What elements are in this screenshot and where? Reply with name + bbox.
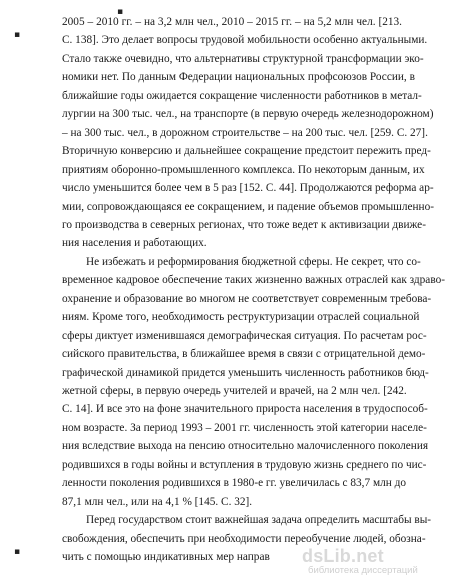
text-line: временное кадровое обеспечение таких жизненно важных отраслей как здраво-: [62, 274, 445, 287]
text-line: 87,1 млн чел., или на 4,1 % [145. С. 32].: [62, 495, 253, 508]
watermark-subtitle: библиотека диссертаций: [308, 565, 418, 576]
text-line: свобождения, обеспечить при необходимости переобучение людей, обозна-: [62, 532, 426, 545]
scan-mark-left: ▪: [14, 30, 21, 40]
text-line: С. 138]. Это делает вопросы трудовой мобильности особенно актуальными.: [62, 34, 428, 47]
watermark: [302, 542, 442, 576]
text-line: ном возрасте. За период 1993 – 2001 гг. численность этой категории населе-: [62, 421, 427, 434]
text-line: сферы диктует изменившаяся демографическая ситуация. По расчетам рос-: [62, 329, 427, 342]
text-line: ближайшие годы ожидается сокращение численности работников в метал-: [62, 89, 422, 102]
text-line: приятиям оборонно-промышленного комплекса. По некоторым данным, их: [62, 163, 425, 176]
text-line: охранение и образование во многом не соответствует современным требова-: [62, 292, 432, 305]
text-line: сийского правительства, в ближайшее время в связи с отрицательной демо-: [62, 348, 426, 361]
scan-mark-top: ▪: [117, 7, 124, 17]
text-line: 2005 – 2010 гг. – на 3,2 млн чел., 2010 – 2015 гг. – на 5,2 млн чел. [213.: [62, 16, 402, 28]
text-line: мии, сопровождающаяся ее сокращением, и падение объемов промышленно-: [62, 200, 435, 213]
text-line: С. 14]. И все это на фоне значительного прироста населения в трудоспособ-: [62, 403, 428, 416]
paragraph-first-line: Не избежать и реформирования бюджетной сферы. Не секрет, что со-: [86, 255, 421, 268]
text-line: – на 300 тыс. чел., в дорожном строительстве – на 200 тыс. чел. [259. С. 27].: [62, 126, 428, 139]
text-line: число уменьшится более чем в 5 раз [152. С. 44]. Продолжаются реформа ар-: [62, 182, 434, 194]
text-line: Вторичную конверсию и дальнейшее сокращение предстоит пережить пред-: [62, 145, 431, 158]
text-line: лургии на 300 тыс. чел., на транспорте (в первую очередь железнодорожном): [62, 108, 434, 121]
text-line: жетной сферы, в первую очередь учителей и врачей, на 2 млн чел. [242.: [62, 385, 407, 397]
text-line: родившихся в годы войны и вступления в трудовую жизнь среднего по чис-: [62, 458, 427, 471]
scan-mark-bottom: ▪: [14, 547, 21, 557]
text-line: ния населения и работающих.: [62, 237, 207, 250]
text-line: графической динамикой придется уменьшить численность работников бюд-: [62, 366, 429, 379]
text-line: чить с помощью индикативных мер направ: [62, 551, 270, 563]
text-line: го производства в северных регионах, что тоже ведет к активизации движе-: [62, 218, 426, 231]
text-line: ленности поколения родившихся в 1980-е гг. увеличилась с 83,7 млн до: [62, 477, 407, 490]
text-line: Стало также очевидно, что альтернативы структурной трансформации эко-: [62, 52, 424, 65]
paragraph-first-line: Перед государством стоит важнейшая задача определить масштабы вы-: [86, 514, 432, 527]
watermark-logo: dsLib.net: [302, 546, 384, 566]
text-line: ния вследствие выхода на пенсию относительно малочисленного поколения: [62, 440, 429, 453]
text-line: номики нет. По данным Федерации национальных профсоюзов России, в: [62, 71, 415, 84]
text-line: ниям. Кроме того, необходимость реструктуризации отраслей социальной: [62, 311, 420, 324]
